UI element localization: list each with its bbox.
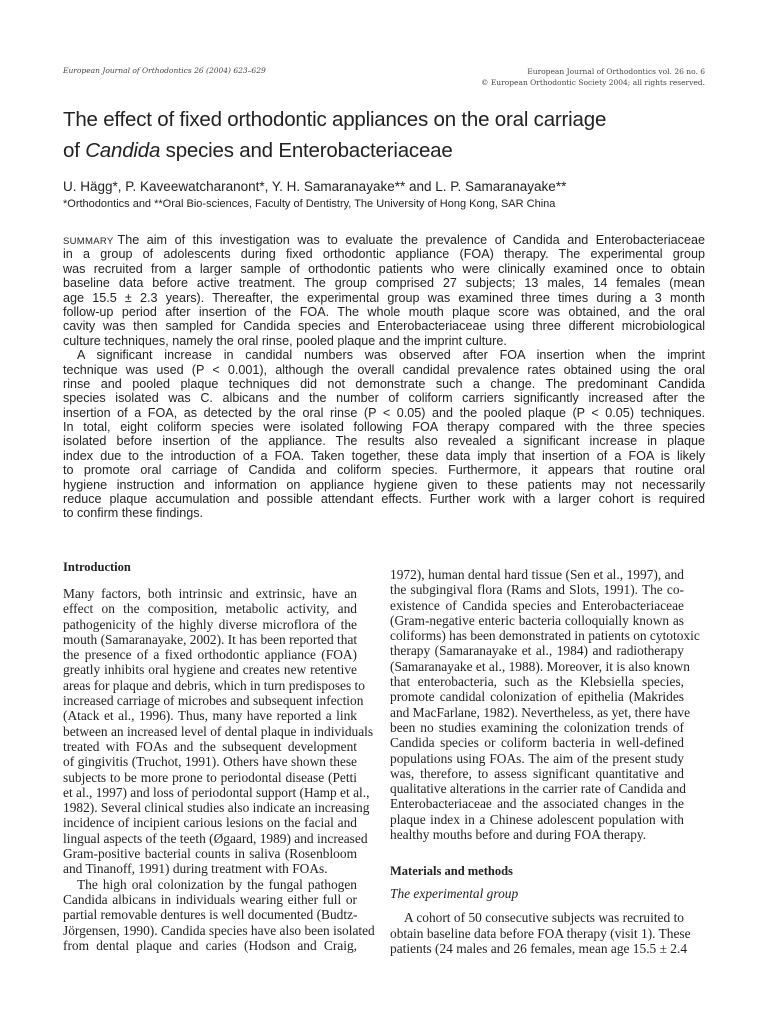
- left-column: [63, 560, 375, 953]
- intro-line: between an increased level of dental plaque in individuals: [63, 723, 374, 739]
- intro-line: and MacFarlane, 1982). Nevertheless, as yet, there have: [390, 704, 691, 720]
- intro-line: existence of Candida species and Enterobacteriaceae: [390, 597, 684, 613]
- intro-line: incidence of incipient carious lesions on the facial and: [63, 815, 357, 831]
- intro-line: that enterobacteria, such as the Klebsiella species,: [390, 674, 684, 690]
- summary-line: age 15.5 ± 2.3 years). Thereafter, the experimental group was examined three times during a 3 month: [63, 290, 705, 305]
- summary-line: insertion of a FOA, as detected by the oral rinse (P < 0.05) and the pooled plaque (P < 0.05) techniques.: [63, 405, 705, 420]
- intro-line: (Atack et al., 1996). Thus, many have reported a link: [63, 708, 357, 724]
- methods-line: A cohort of 50 consecutive subjects was recruited to: [404, 910, 684, 926]
- methods-line: patients (24 males and 26 females, mean age 15.5 ± 2.4: [390, 940, 688, 956]
- intro-line: was, therefore, to assess significant quantitative and: [390, 765, 684, 781]
- title-pre: of: [63, 139, 86, 162]
- intro-line: The high oral colonization by the fungal pathogen: [77, 876, 357, 892]
- methods-heading: Materials and methods: [390, 864, 513, 879]
- intro-line: 1972), human dental hard tissue (Sen et al., 1997), and: [390, 567, 684, 582]
- intro-line: healthy mouths before and during FOA therapy.: [390, 827, 647, 843]
- intro-line: areas for plaque and debris, which in turn predisposes to: [63, 677, 365, 693]
- title-italic: Candida: [85, 139, 161, 162]
- summary-abstract: [63, 233, 705, 521]
- intro-line: and Tinanoff, 1991) during treatment with FOAs.: [63, 861, 328, 877]
- summary-line: baseline data before active treatment. The group comprised 27 subjects; 13 males, 14 females (mean: [63, 276, 705, 291]
- journal-info: [481, 66, 705, 88]
- summary-line: In total, eight coliform species were isolated following FOA therapy compared with the three species: [63, 420, 705, 435]
- methods-line: obtain baseline data before FOA therapy (visit 1). These: [390, 925, 691, 941]
- summary-line: was recruited from a larger sample of orthodontic patients who were clinically examined once to obtain: [63, 261, 705, 276]
- intro-line: Many factors, both intrinsic and extrinsic, have an: [63, 586, 357, 601]
- intro-line: partial removable dentures is well documented (Budtz-: [63, 907, 358, 923]
- copyright: © European Orthodontic Society 2004; all rights reserved.: [480, 78, 705, 87]
- authors: U. Hägg*, P. Kaveewatcharanont*, Y. H. Samaranayake** and L. P. Samaranayake**: [63, 179, 567, 194]
- title-line-1: The effect of fixed orthodontic appliances on the oral carriage: [63, 108, 607, 131]
- intro-line: plaque index in a Chinese adolescent population with: [390, 811, 684, 827]
- intro-line: populations using FOAs. The aim of the present study: [390, 750, 684, 766]
- intro-line: Jörgensen, 1990). Candida species have also been isolated: [63, 922, 375, 938]
- summary-line: reduce plaque accumulation and possible attendant effects. Further work with a larger cohort is required: [63, 492, 705, 507]
- intro-line: treated with FOAs and the subsequent development: [63, 738, 357, 754]
- intro-line: the subgingival flora (Rams and Slots, 1991). The co-: [390, 582, 684, 598]
- paper-title: [63, 104, 606, 166]
- journal-citation: European Journal of Orthodontics 26 (2004) 623–629: [63, 66, 266, 75]
- summary-line: isolated before insertion of the appliance. The results also revealed a significant increase in plaque: [63, 434, 705, 449]
- intro-line: Enterobacteriaceae and the associated changes in the: [390, 796, 684, 812]
- intro-line: Candida species or coliform bacteria in well-defined: [390, 735, 684, 751]
- intro-line: greatly inhibits oral hygiene and creates new retentive: [63, 662, 357, 678]
- introduction-heading: Introduction: [63, 560, 131, 574]
- summary-line: follow-up period after insertion of the FOA. The whole mouth plaque score was obtained, and the oral: [63, 304, 705, 319]
- summary-line: in a group of adolescents during fixed orthodontic appliance (FOA) therapy. The experimental group: [63, 247, 705, 262]
- summary-first-line: The aim of this investigation was to evaluate the prevalence of Candida and Enterobacteriaceae: [117, 233, 705, 247]
- journal-volume: European Journal of Orthodontics vol. 26 no. 6: [527, 67, 705, 76]
- intro-line: coliforms) has been demonstrated in patients on cytotoxic: [390, 628, 700, 644]
- intro-line: 1982). Several clinical studies also indicate an increasing: [63, 800, 370, 816]
- intro-line: et al., 1997) and loss of periodontal support (Hamp et al.,: [63, 784, 370, 800]
- intro-line: lingual aspects of the teeth (Øgaard, 1989) and increased: [63, 830, 368, 846]
- summary-line: [63, 233, 705, 247]
- summary-line: species isolated was C. albicans and the number of coliform carriers significantly increased after the: [63, 391, 705, 406]
- intro-line: from dental plaque and caries (Hodson and Craig,: [63, 937, 357, 953]
- summary-line: hygiene instruction and information on appliance hygiene given to these patients may not necessarily: [63, 477, 705, 492]
- summary-line: technique was used (P < 0.001), although the overall candidal prevalence rates obtained using the oral: [63, 362, 705, 377]
- intro-line: pathogenicity of the highly diverse microflora of the: [63, 616, 357, 632]
- intro-line: (Samaranayake et al., 1988). Moreover, it is also known: [390, 658, 690, 674]
- intro-line: increased carriage of microbes and subsequent infection: [63, 693, 364, 709]
- summary-line: A significant increase in candidal numbers was observed after FOA insertion when the imprint: [77, 348, 705, 363]
- methods-subheading: The experimental group: [390, 886, 519, 902]
- intro-line: mouth (Samaranayake, 2002). It has been reported that: [63, 631, 358, 647]
- summary-line: to confirm these findings.: [63, 506, 204, 521]
- intro-line: qualitative alterations in the carrier rate of Candida and: [390, 781, 686, 797]
- intro-line: the presence of a fixed orthodontic appliance (FOA): [63, 647, 357, 663]
- intro-line: (Gram-negative enteric bacteria colloquially known as: [390, 612, 684, 628]
- summary-line: rinse and pooled plaque techniques did not demonstrate such a change. The predominant Candida: [63, 376, 705, 391]
- title-line-2: [63, 135, 606, 166]
- summary-line: culture techniques, namely the oral rinse, pooled plaque and the imprint culture.: [63, 333, 507, 348]
- intro-line: been no studies examining the colonization trends of: [390, 719, 684, 735]
- intro-line: therapy (Samaranayake et al., 1984) and radiotherapy: [390, 643, 684, 659]
- intro-line: promote candidal colonization of epithelia (Makrides: [390, 689, 684, 705]
- summary-line: cavity was then sampled for Candida species and Enterobacteriaceae using three different microbiological: [63, 319, 705, 334]
- summary-line: to promote oral carriage of Candida and coliform species. Furthermore, it appears that routine oral: [63, 463, 705, 478]
- summary-line: index due to the introduction of a FOA. Taken together, these data imply that insertion of a FOA is likely: [63, 448, 705, 463]
- intro-line: of gingivitis (Truchot, 1991). Others have shown these: [63, 754, 357, 770]
- title-post: species and Enterobacteriaceae: [160, 139, 453, 162]
- right-column: [390, 567, 700, 956]
- intro-line: Gram-positive bacterial counts in saliva (Rosenbloom: [63, 846, 357, 862]
- summary-label: SUMMARY: [63, 236, 114, 247]
- intro-line: effect on the composition, metabolic activity, and: [63, 601, 357, 617]
- affiliation: *Orthodontics and **Oral Bio-sciences, Faculty of Dentistry, The University of Hong Kong, SAR China: [63, 198, 556, 210]
- intro-line: subjects to be more prone to periodontal disease (Petti: [63, 769, 357, 785]
- intro-line: Candida albicans in individuals wearing either full or: [63, 891, 357, 907]
